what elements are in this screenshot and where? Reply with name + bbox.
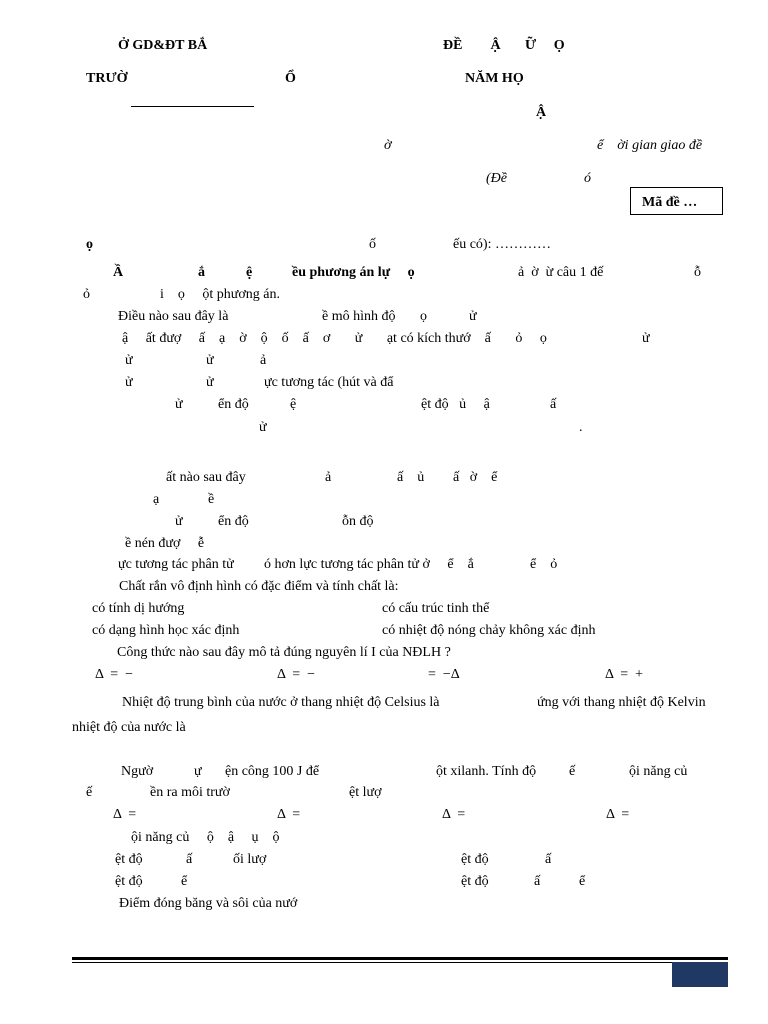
q1-option-b-a: ử bbox=[125, 353, 133, 368]
q1-option-d-d: ệt độ ủ ậ bbox=[421, 397, 490, 412]
q3-option-b: có cấu trúc tinh thể bbox=[382, 601, 490, 616]
q1-option-d-c: ệ bbox=[290, 397, 297, 412]
student-id-label: ố bbox=[369, 237, 376, 252]
section-title-c: ệ bbox=[246, 265, 253, 280]
q7-stem: ội năng củ ộ ậ ụ ộ bbox=[131, 830, 280, 845]
section-line2-b: i ọ ột phương án. bbox=[160, 287, 280, 302]
section-desc: ả ờ ừ câu 1 đế bbox=[518, 265, 604, 280]
time-label: ờ bbox=[384, 138, 392, 153]
footer-rule-thick bbox=[72, 957, 728, 960]
q1-option-d-e: ấ bbox=[550, 397, 557, 412]
pages-label: (Đề bbox=[486, 171, 507, 186]
q6-line2-a: ế bbox=[86, 785, 93, 800]
q6-option-a: Δ = bbox=[113, 807, 137, 822]
q6-line1-f: ội năng củ bbox=[629, 764, 688, 779]
q7-option-a-a: ệt độ bbox=[115, 852, 143, 867]
q7-option-b-a: ệt độ bbox=[461, 852, 489, 867]
q6-line1-c: ện công 100 J để bbox=[225, 764, 320, 779]
q4-option-c: = −Δ bbox=[428, 667, 460, 682]
q2-stem-d: ấ ờ ể bbox=[453, 470, 498, 485]
exam-code-box bbox=[630, 187, 723, 215]
q6-line1-d: ột xilanh. Tính độ bbox=[436, 764, 537, 779]
q7-option-d-b: ấ bbox=[534, 874, 541, 889]
q8-stem: Điểm đóng băng và sôi của nướ bbox=[119, 896, 298, 911]
q2-stem-b: ả bbox=[325, 470, 332, 485]
q6-line2-c: ệt lượ bbox=[349, 785, 382, 800]
q2-option-d-a: ực tương tác phân tử bbox=[118, 557, 234, 572]
section-desc-end: ỗ bbox=[694, 265, 701, 280]
q1-option-b-c: ả bbox=[260, 353, 267, 368]
q7-option-b-b: ấ bbox=[545, 852, 552, 867]
q2-stem-c: ấ ủ bbox=[397, 470, 425, 485]
q6-option-d: Δ = bbox=[606, 807, 630, 822]
school-year-label: NĂM HỌ bbox=[465, 71, 524, 86]
q1-option-a: ậ ất đượ ấ ạ ờ ộ ố ấ ơ ử ạt có kích thướ ấ ỏ ọ bbox=[122, 331, 547, 346]
q4-option-b: Δ = − bbox=[277, 667, 316, 682]
q4-option-a: Δ = − bbox=[95, 667, 134, 682]
q3-stem: Chất rắn vô định hình có đặc điểm và tính chất là: bbox=[119, 579, 399, 594]
q6-line1-a: Ngườ bbox=[121, 764, 154, 779]
q1-option-c-a: ử bbox=[125, 375, 133, 390]
student-id-value: ếu có): ………… bbox=[453, 237, 551, 252]
q5-line2: nhiệt độ của nước là bbox=[72, 720, 186, 735]
pages-note: ó bbox=[584, 171, 591, 186]
department-label: Ở GD&ĐT BẮ bbox=[118, 38, 208, 53]
q3-option-a: có tính dị hướng bbox=[92, 601, 185, 616]
section-title-b: ắ bbox=[198, 265, 205, 280]
q5-line1-a: Nhiệt độ trung bình của nước ở thang nhiệt độ Celsius là bbox=[122, 695, 440, 710]
exam-code-label: Mã đề … bbox=[642, 195, 698, 210]
q1-stem-a: Điều nào sau đây là bbox=[118, 309, 229, 324]
section-line2-a: ỏ bbox=[83, 287, 90, 302]
section-title-d: ều phương án lự ọ bbox=[292, 265, 415, 280]
school-name-fragment: Ổ bbox=[285, 71, 296, 86]
q3-option-d: có nhiệt độ nóng chảy không xác định bbox=[382, 623, 596, 638]
q5-line1-b: ứng với thang nhiệt độ Kelvin bbox=[537, 695, 706, 710]
q7-option-d-c: ể bbox=[579, 874, 586, 889]
q4-option-d: Δ = + bbox=[605, 667, 644, 682]
header-underline bbox=[131, 106, 254, 107]
time-note: ể ời gian giao đề bbox=[597, 138, 703, 153]
subject-label: Ậ bbox=[536, 105, 547, 120]
q1-option-d-b: ển độ bbox=[218, 397, 249, 412]
school-label: TRƯỜ bbox=[86, 71, 128, 86]
q4-stem: Công thức nào sau đây mô tả đúng nguyên lí I của NĐLH ? bbox=[117, 645, 451, 660]
q1-stem-b: ề mô hình độ ọ ử bbox=[322, 309, 477, 324]
q1-option-c-c: ực tương tác (hút và đẩ bbox=[264, 375, 394, 390]
q3-option-c: có dạng hình học xác định bbox=[92, 623, 240, 638]
q1-option-b-b: ử bbox=[206, 353, 214, 368]
q2-option-a-b: ề bbox=[208, 492, 215, 507]
q7-option-a-c: ối lượ bbox=[233, 852, 267, 867]
q7-option-c-a: ệt độ bbox=[115, 874, 143, 889]
q2-stem-a: ất nào sau đây bbox=[166, 470, 246, 485]
q1-option-d-a: ử bbox=[175, 397, 183, 412]
q1-option-e-b: . bbox=[579, 420, 583, 435]
q7-option-a-b: ấ bbox=[186, 852, 193, 867]
q6-option-b: Δ = bbox=[277, 807, 301, 822]
q7-option-c-b: ể bbox=[181, 874, 188, 889]
footer-page-block bbox=[672, 962, 728, 987]
q1-option-c-b: ử bbox=[206, 375, 214, 390]
q6-line2-b: ền ra môi trườ bbox=[150, 785, 230, 800]
q7-option-d-a: ệt độ bbox=[461, 874, 489, 889]
q6-option-c: Δ = bbox=[442, 807, 466, 822]
q2-option-c: ề nén đượ ễ bbox=[125, 536, 205, 551]
q2-option-b-c: ỗn độ bbox=[342, 514, 374, 529]
q1-option-a-end: ử bbox=[642, 331, 650, 346]
q1-option-e-a: ử bbox=[259, 420, 267, 435]
q2-option-b-b: ển độ bbox=[218, 514, 249, 529]
section-title-a: Ầ bbox=[113, 265, 124, 280]
q2-option-a-a: ạ bbox=[153, 492, 160, 507]
footer-rule-thin bbox=[72, 962, 728, 963]
student-name-label: ọ bbox=[86, 237, 93, 252]
q2-option-d-b: ó hơn lực tương tác phân tử ở ể ắ bbox=[264, 557, 474, 572]
q2-option-d-c: ể ỏ bbox=[530, 557, 558, 572]
q2-option-b-a: ử bbox=[175, 514, 183, 529]
q6-line1-b: ự bbox=[194, 764, 202, 779]
q6-line1-e: ế bbox=[569, 764, 576, 779]
exam-title: ĐỀ Ậ Ữ Ọ bbox=[443, 38, 565, 53]
